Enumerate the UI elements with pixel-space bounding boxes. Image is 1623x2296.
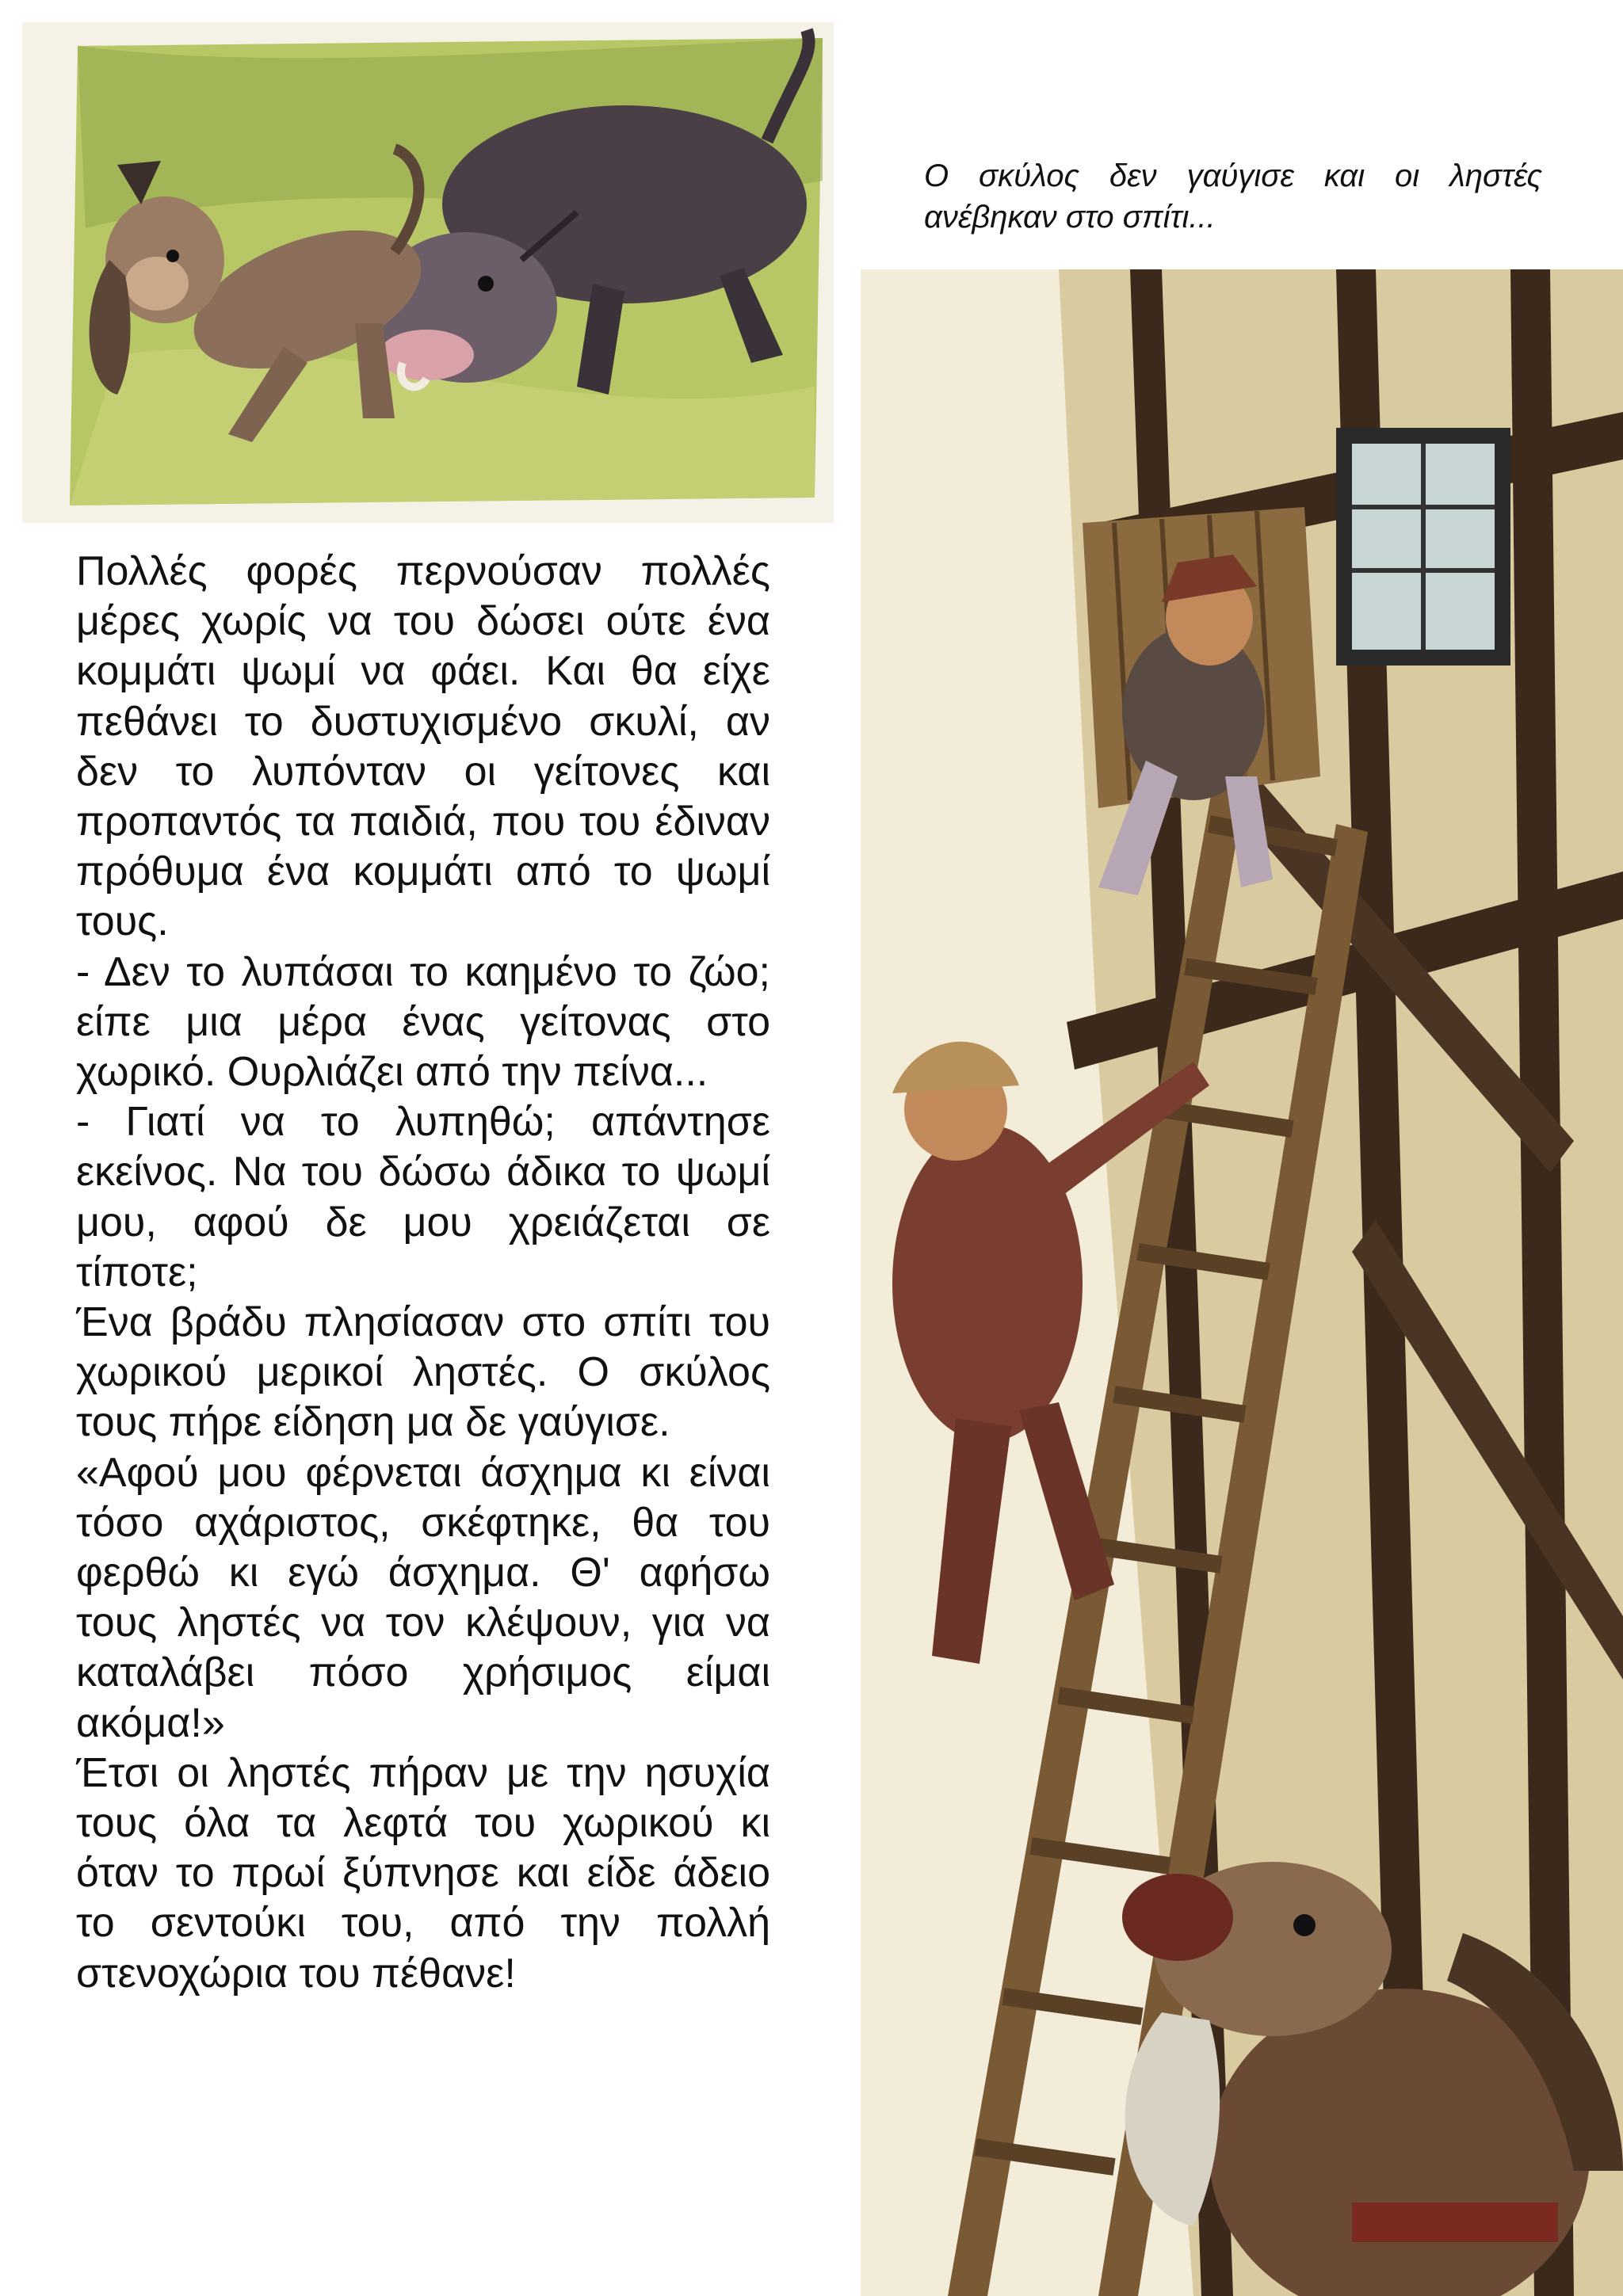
- story-paragraph: Πολλές φορές περνούσαν πολλές μέρες χωρίς να του δώσει ούτε ένα κομμάτι ψωμί να φάει. Και θα είχε πεθάνει το δυστυχισμένο σκυλί, αν δεν το λυπόνταν οι γείτονες και προπαντός τα παιδιά, που του έδιναν πρόθυμα ένα κομμάτι από το ψωμί τους.: [76, 548, 770, 945]
- story-paragraph: - Γιατί να το λυπηθώ; απάντησε εκείνος. Να του δώσω άδικα το ψωμί μου, αφού δε μου χρειάζεται σε τίποτε;: [76, 1099, 770, 1295]
- illustration-caption: Ο σκύλος δεν γαύγισε και οι ληστές ανέβηκαν στο σπίτι...: [924, 158, 1542, 235]
- story-paragraph: «Αφού μου φέρνεται άσχημα κι είναι τόσο αχάριστος, σκέφτηκε, θα του φερθώ κι εγώ άσχημα. Θ' αφήσω τους ληστές να τον κλέψουν, για να καταλάβει πόσο χρήσιμος είμαι ακόμα!»: [76, 1449, 770, 1746]
- robbers-ladder-illustration: [861, 269, 1623, 2296]
- robbers-ladder-drawing: [861, 269, 1623, 2296]
- dog-and-boar-illustration: [22, 22, 834, 523]
- story-paragraph: Ένα βράδυ πλησίασαν στο σπίτι του χωρικού μερικοί ληστές. Ο σκύλος τους πήρε είδηση μα δε γαύγισε.: [76, 1299, 770, 1446]
- story-text: [76, 547, 770, 1999]
- story-paragraph: - Δεν το λυπάσαι το καημένο το ζώο; είπε μια μέρα ένας γείτονας στο χωρικό. Ουρλιάζει από την πείνα...: [76, 948, 770, 1096]
- story-paragraph: Έτσι οι ληστές πήραν με την ησυχία τους όλα τα λεφτά του χωρικού κι όταν το πρωί ξύπνησε και είδε άδειο το σεντούκι του, από την πολλή στενοχώρια του πέθανε!: [76, 1749, 770, 1997]
- dog-and-boar-drawing: [22, 22, 834, 523]
